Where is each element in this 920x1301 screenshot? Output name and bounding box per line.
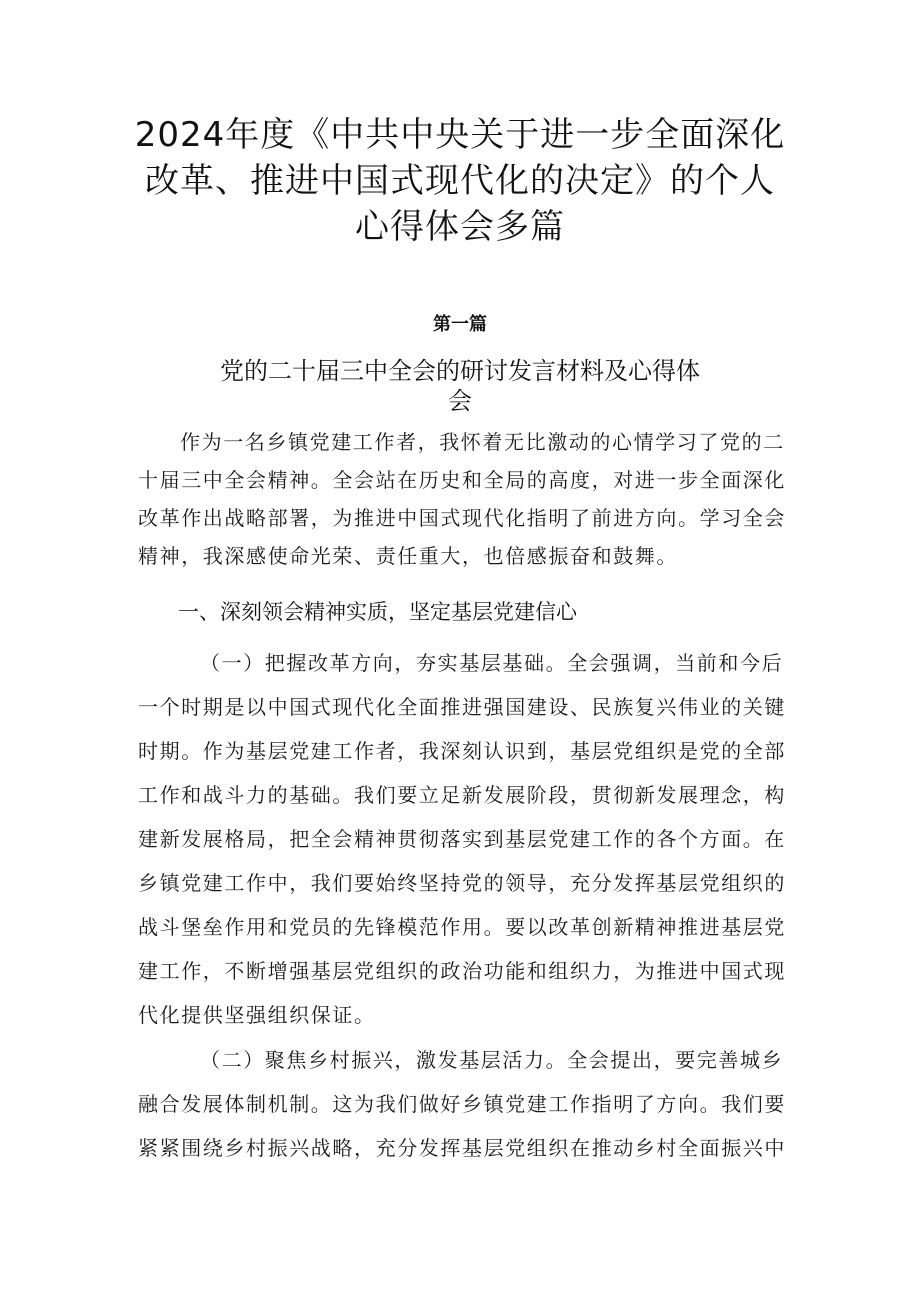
title-line: 改革、推进中国式现代化的决定》的个人 <box>145 161 775 201</box>
text-line: 精神，我深感使命光荣、责任重大，也倍感振奋和鼓舞。 <box>138 544 678 568</box>
document-title <box>120 112 800 250</box>
title-line: 心得体会多篇 <box>355 207 565 247</box>
heading-1: 一、深刻领会精神实质，坚定基层党建信心 <box>178 600 577 624</box>
section-title <box>150 356 770 416</box>
text-line: 紧紧围绕乡村振兴战略，充分发挥基层党组织在推动乡村全面振兴中 <box>138 1136 786 1160</box>
text-line: 建新发展格局，把全会精神贯彻落实到基层党建工作的各个方面。在 <box>138 827 786 851</box>
section-title-line: 会 <box>448 387 472 415</box>
text-line: （一）把握改革方向，夯实基层基础。全会强调，当前和今后 <box>200 651 784 675</box>
text-line: 建工作，不断增强基层党组织的政治功能和组织力，为推进中国式现 <box>138 959 786 983</box>
text-line: 十届三中全会精神。全会站在历史和全局的高度，对进一步全面深化 <box>138 468 786 492</box>
text-line: 融合发展体制机制。这为我们做好乡镇党建工作指明了方向。我们要 <box>138 1092 786 1116</box>
text-line: 工作和战斗力的基础。我们要立足新发展阶段，贯彻新发展理念，构 <box>138 783 786 807</box>
paragraph-1 <box>138 641 788 1037</box>
text-line: 一个时期是以中国式现代化全面推进强国建设、民族复兴伟业的关键 <box>138 695 786 719</box>
paragraph-2 <box>138 1038 788 1170</box>
text-line: 代化提供坚强组织保证。 <box>138 1003 376 1027</box>
text-line: 时期。作为基层党建工作者，我深刻认识到，基层党组织是党的全部 <box>138 739 786 763</box>
section-title-line: 党的二十届三中全会的研讨发言材料及心得体 <box>220 357 700 385</box>
title-line: 2024年度《中共中央关于进一步全面深化 <box>134 115 786 155</box>
text-line: 战斗堡垒作用和党员的先锋模范作用。要以改革创新精神推进基层党 <box>138 915 786 939</box>
text-line: 作为一名乡镇党建工作者，我怀着无比激动的心情学习了党的二 <box>180 430 785 454</box>
section-label: 第一篇 <box>433 314 487 335</box>
intro-paragraph <box>138 423 788 575</box>
text-line: 乡镇党建工作中，我们要始终坚持党的领导，充分发挥基层党组织的 <box>138 871 786 895</box>
text-line: 改革作出战略部署，为推进中国式现代化指明了前进方向。学习全会 <box>138 506 786 530</box>
text-line: （二）聚焦乡村振兴，激发基层活力。全会提出，要完善城乡 <box>200 1048 784 1072</box>
